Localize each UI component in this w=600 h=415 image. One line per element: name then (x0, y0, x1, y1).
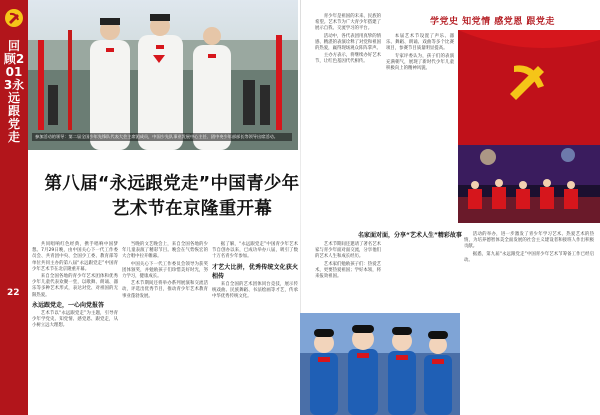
party-flag-photo (458, 30, 600, 145)
paragraph: 据悉，第九届“永远跟党走”中国青少年艺术节筹备工作已经启动。 (464, 251, 594, 263)
paragraph: 艺术节期间还将举办系列展演和交流活动，评选出优秀节目，推动青少年艺术教育事业蓬勃发展。 (122, 281, 208, 299)
paragraph: 活动中，各代表团用真挚的情感、精湛的表演诠释了对党和祖国的热爱，赢得现场观众阵阵掌声。 (315, 33, 381, 52)
article-column-4 (315, 14, 381, 67)
article-column-1 (32, 242, 118, 330)
section-subheading: 名家面对面，分享“艺术人生”精彩故事 (358, 232, 462, 239)
article-headline (37, 172, 307, 222)
paragraph: 艺术节以“永远跟党走”为主题，引导青少年学党史、知党情、感党恩、跟党走，从小树立远大理想。 (32, 310, 118, 329)
paragraph: 中国关心下一代工作委员会领导为获奖团体颁奖，并勉励孩子们珍惜美好时光，努力学习，健康成长。 (122, 261, 208, 280)
paragraph: 来自全国各地的青少年艺术团体和优秀少年儿童代表欢聚一堂，以歌舞、朗诵、器乐等多种艺术形式，表达对党、对祖国的无限热爱。 (32, 274, 118, 298)
paragraph: 主办方表示，将继续办好艺术节，让红色基因代代相传。 (315, 53, 381, 65)
paragraph: 活动的举办，进一步激发了青少年学习艺术、热爱艺术的热情，为培养德智体美全面发展的社会主义建设者和接班人作出积极贡献。 (464, 232, 594, 250)
article-column-6 (315, 242, 381, 281)
page-tagline: 学党史 知党情 感党恩 跟党走 (430, 17, 555, 27)
performers-photo (300, 313, 460, 415)
section-subheading: 永远跟党走，一心向党报答 (32, 301, 105, 309)
paragraph: 艺术家们勉励孩子们：热爱艺术，更要热爱祖国；学好本领，将来报效祖国。 (315, 261, 381, 280)
paragraph: 艺术节期间还邀请了著名艺术家与青少年面对面交流，分享他们的艺术人生和成长经历。 (315, 242, 381, 260)
page-number: 22 (7, 288, 20, 298)
party-emblem-icon (4, 8, 24, 28)
section-vertical-title: 回顾2013永远跟党走 (3, 39, 25, 144)
stage-performance-photo (458, 145, 600, 223)
paragraph: 青少年是祖国的未来、民族的希望。艺术节为广大青少年搭建了展示自我、交流学习的平台。 (315, 14, 381, 32)
article-column-7 (464, 232, 594, 265)
article-column-3 (212, 242, 298, 301)
article-column-2 (122, 242, 208, 301)
headline-line-2: 艺术节在京隆重开幕 (111, 199, 273, 219)
section-sideband (0, 0, 28, 415)
opening-ceremony-photo (28, 0, 298, 150)
paragraph: 据了解，“永远跟党走”中国青少年艺术节自创办以来，已成功举办八届，吸引了数十万名青少年参加。 (212, 242, 298, 260)
paragraph: 共同唱响红色经典，携手唱响中国梦想。7月29日晚，由中国关心下一代工作委员会、共青团中央、全国少工委、教育部等单位共同主办的第八届“永远跟党走”中国青少年艺术节在北京隆重开幕。 (32, 242, 118, 272)
section-subheading: 才艺大比拼，优秀传统文化获火相传 (212, 263, 298, 280)
headline-line-1: 第八届“永远跟党走”中国青少年 (44, 174, 300, 194)
article-column-5 (386, 34, 454, 73)
paragraph: 来自全国的艺术团体同台竞技，展示传统戏曲、民族舞蹈、书法绘画等才艺，传承中华优秀传统文化。 (212, 281, 298, 300)
paragraph: 专家评委认为，孩子们的表演充满朝气，展现了新时代少年儿童积极向上的精神风貌。 (386, 53, 454, 72)
paragraph: 当晚的文艺晚会上，来自全国各地的少年儿童表演了精彩节目。晚会在气势恢宏的大合唱中拉开帷幕。 (122, 242, 208, 260)
paragraph: 本届艺术节设置了声乐、器乐、舞蹈、朗诵、戏曲等多个比赛项目，参赛节目质量明显提高。 (386, 34, 454, 52)
photo-caption: 参加活动的领导：第二届全国少年先锋队代表大会主席团成员，中国少先队事业发展中心主任、团中央少年部部长等领导出席活动。 (32, 133, 292, 141)
